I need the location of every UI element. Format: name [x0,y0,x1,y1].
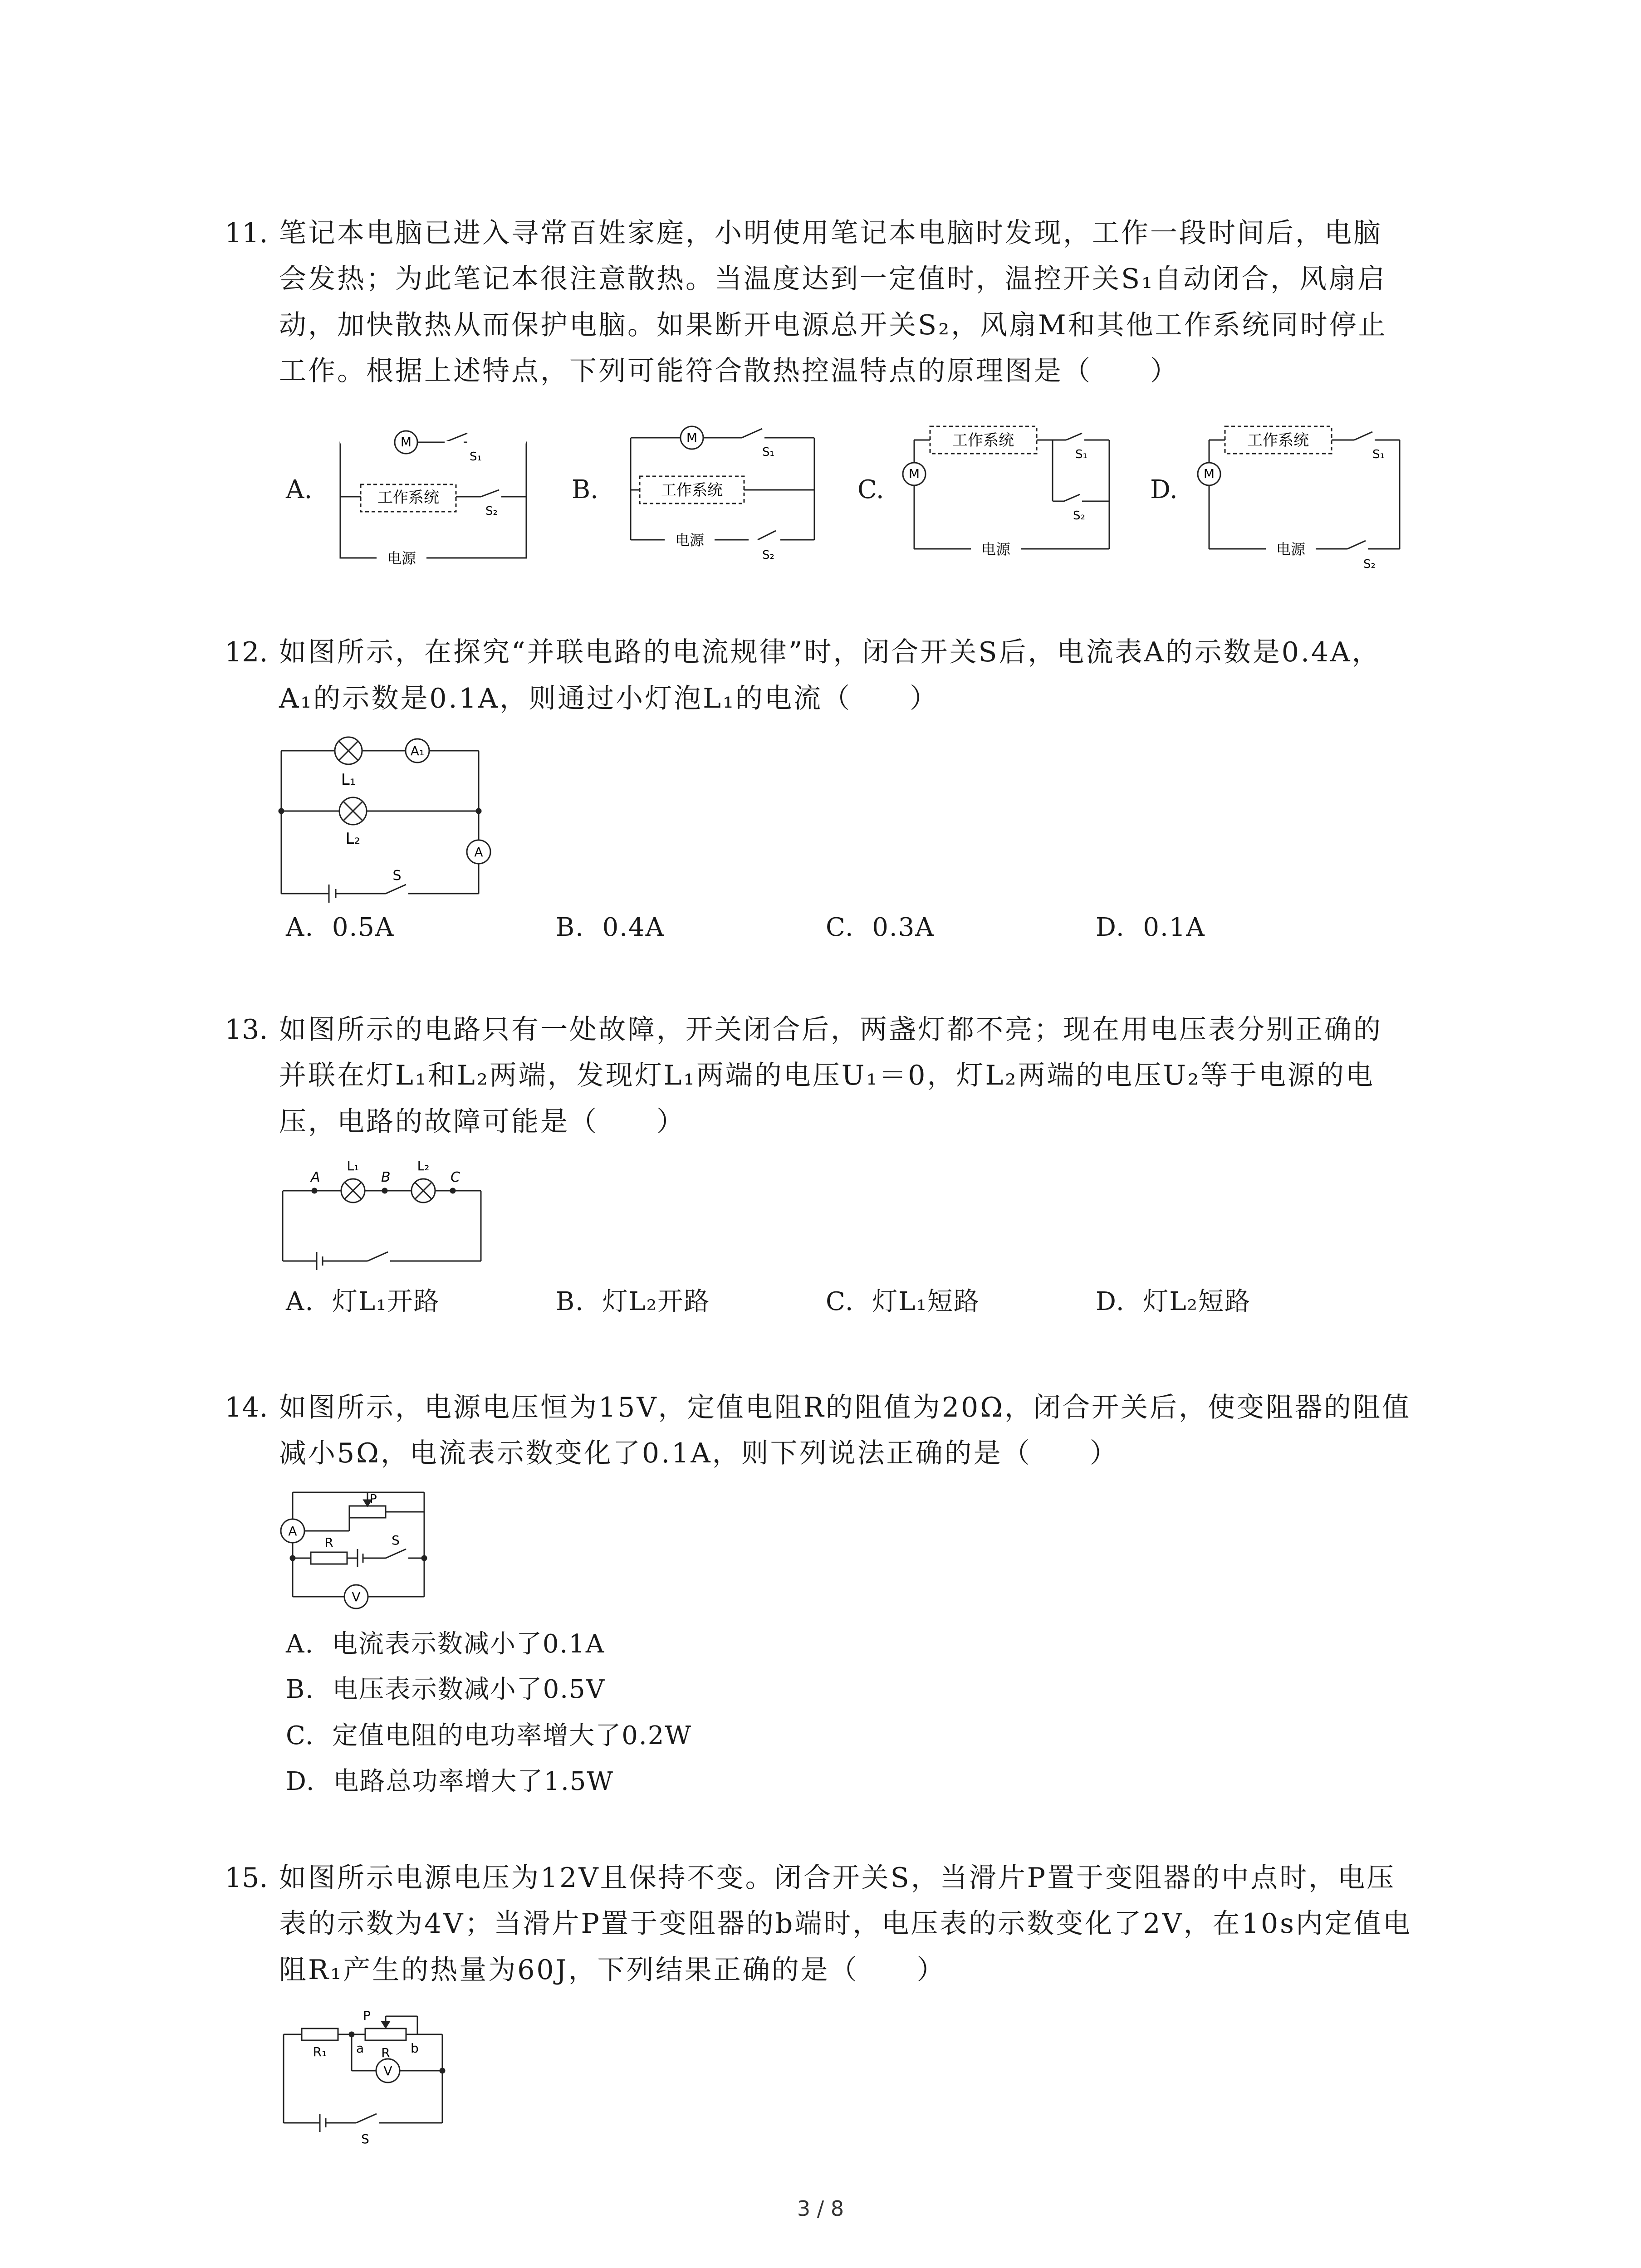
svg-text:L₂: L₂ [417,1158,430,1173]
question-text-line: 阻R₁产生的热量为60J，下列结果正确的是（ ） [279,1954,946,1986]
svg-text:R₁: R₁ [313,2044,327,2059]
question-number: 15. [225,1862,268,1894]
option-d: D. 灯L₂短路 [1096,1287,1251,1316]
source-label: 电源 [387,550,416,567]
page-number: 3 / 8 [797,2196,844,2221]
question-text-line: 动，加快散热从而保护电脑。如果断开电源总开关S₂，风扇M和其他工作系统同时停止 [279,309,1387,341]
svg-text:电源: 电源 [981,541,1011,558]
resistor-icon [311,1552,347,1564]
svg-text:b: b [411,2041,419,2056]
svg-text:A₁: A₁ [410,743,425,758]
svg-text:P: P [363,2008,371,2023]
svg-text:电源: 电源 [1276,541,1306,558]
option-c-label: C. [857,475,884,504]
svg-text:V: V [383,2063,392,2078]
svg-text:电源: 电源 [675,532,705,549]
svg-text:a: a [356,2041,364,2056]
question-number: 11. [225,217,268,249]
svg-text:R: R [324,1535,333,1550]
question-text-line: 并联在灯L₁和L₂两端，发现灯L₁两端的电压U₁＝0，灯L₂两端的电压U₂等于电源的电 [279,1060,1375,1091]
svg-text:A: A [311,1169,320,1185]
svg-text:S: S [392,868,402,884]
svg-text:工作系统: 工作系统 [952,431,1014,450]
svg-text:L₂: L₂ [345,830,361,848]
option-d-label: D. [1150,475,1178,504]
svg-text:S: S [361,2131,369,2146]
option-a: A. 灯L₁开路 [286,1287,440,1316]
switch-icon [386,885,406,894]
rheostat-circuit-diagram [277,1481,440,1617]
svg-text:L₁: L₁ [341,771,356,789]
rheostat-icon [365,2028,406,2040]
svg-text:工作系统: 工作系统 [661,481,723,499]
option-c: C. 灯L₁短路 [826,1287,980,1316]
switch-icon [367,1252,388,1261]
option-b: B. 电压表示数减小了0.5V [286,1675,606,1704]
motor-label: M [400,435,412,450]
option-a: A. 电流表示数减小了0.1A [286,1629,605,1659]
option-d: D. 0.1A [1096,913,1205,942]
s2-label: S₂ [485,504,498,518]
svg-text:B: B [381,1169,391,1185]
svg-text:M: M [908,466,920,481]
svg-text:C: C [451,1169,460,1185]
question-text-line: 笔记本电脑已进入寻常百姓家庭，小明使用笔记本电脑时发现，工作一段时间后，电脑 [279,217,1382,249]
svg-text:S₂: S₂ [1073,509,1085,523]
svg-text:S₂: S₂ [1363,557,1376,571]
switch-icon [356,2114,377,2123]
parallel-circuit-diagram [279,730,483,903]
question-text-line: A₁的示数是0.1A，则通过小灯泡L₁的电流（ ） [279,683,939,714]
question-text-line: 如图所示，电源电压恒为15V，定值电阻R的阻值为20Ω，闭合开关后，使变阻器的阻值 [279,1392,1411,1423]
question-number: 12. [225,636,268,668]
question-text-line: 减小5Ω，电流表示数变化了0.1A，则下列说法正确的是（ ） [279,1437,1119,1469]
svg-text:L₁: L₁ [347,1158,359,1173]
circuit-diagram-b [626,417,826,572]
question-text-line: 表的示数为4V；当滑片P置于变阻器的b端时，电压表的示数变化了2V，在10s内定值电 [279,1908,1412,1940]
rheostat-icon [349,1506,386,1518]
option-c: C. 0.3A [826,913,935,942]
s1-label: S₁ [470,450,482,464]
svg-text:M: M [686,430,698,445]
work-system-label: 工作系统 [377,489,439,507]
question-text-line: 会发热；为此笔记本很注意散热。当温度达到一定值时，温控开关S₁自动闭合，风扇启 [279,263,1387,295]
option-a: A. 0.5A [286,913,395,942]
option-a-label: A. [286,475,313,504]
svg-text:S: S [392,1533,400,1548]
option-b: B. 0.4A [556,913,665,942]
option-b: B. 灯L₂开路 [556,1287,710,1316]
option-d: D. 电路总功率增大了1.5W [286,1767,614,1796]
series-circuit-diagram [279,1159,488,1272]
svg-text:A: A [474,845,483,860]
resistor-r1-icon [302,2028,338,2040]
question-text-line: 如图所示，在探究“并联电路的电流规律”时，闭合开关S后，电流表A的示数是0.4A， [279,636,1381,668]
svg-text:工作系统: 工作系统 [1247,431,1309,450]
switch-icon [386,1549,406,1558]
question-text-line: 如图所示的电路只有一处故障，开关闭合后，两盏灯都不亮；现在用电压表分别正确的 [279,1014,1382,1046]
svg-text:M: M [1203,466,1215,481]
circuit-diagram-a [336,417,535,567]
svg-text:P: P [370,1492,377,1506]
rheostat-voltmeter-circuit-diagram [277,2003,458,2148]
option-b-label: B. [572,475,598,504]
question-number: 13. [225,1014,268,1046]
svg-text:S₁: S₁ [1372,448,1385,461]
svg-text:A: A [288,1524,297,1539]
svg-text:R: R [381,2045,390,2060]
option-c: C. 定值电阻的电功率增大了0.2W [286,1721,692,1750]
question-text-line: 如图所示电源电压为12V且保持不变。闭合开关S，当滑片P置于变阻器的中点时，电压 [279,1862,1396,1894]
question-number: 14. [225,1392,268,1423]
question-text-line: 压，电路的故障可能是（ ） [279,1106,686,1138]
svg-text:S₁: S₁ [762,445,774,459]
question-text-line: 工作。根据上述特点，下列可能符合散热控温特点的原理图是（ ） [279,355,1179,387]
svg-text:S₂: S₂ [762,548,774,562]
svg-text:V: V [352,1589,361,1604]
svg-text:S₁: S₁ [1075,448,1087,461]
circuit-diagram-d [1198,422,1416,576]
circuit-diagram-c [903,422,1121,576]
